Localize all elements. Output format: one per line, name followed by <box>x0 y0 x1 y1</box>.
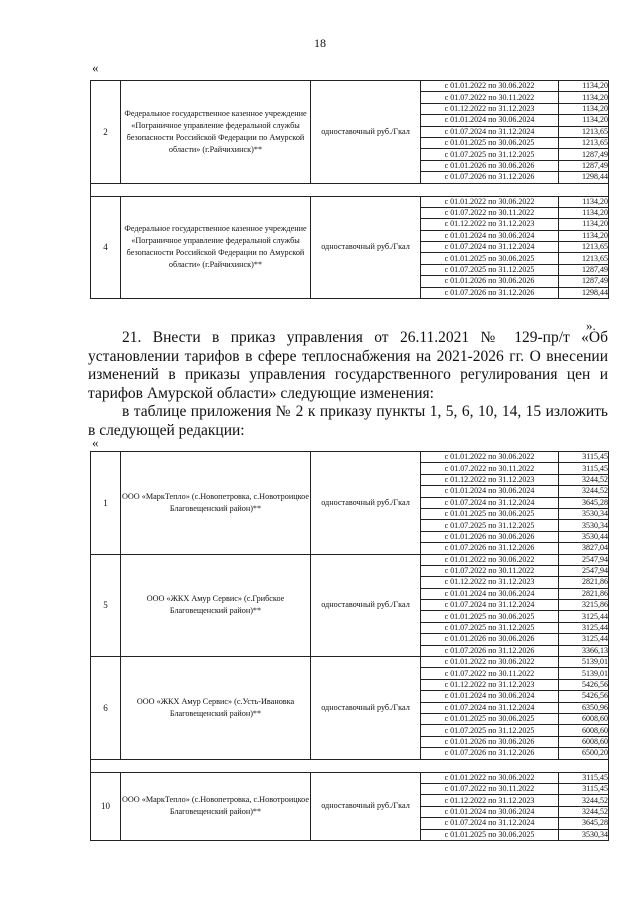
period-cell: с 01.01.2022 по 30.06.2022 <box>421 452 559 463</box>
tariff-value: 3244,52 <box>559 806 609 817</box>
tariff-value: 5426,56 <box>559 679 609 690</box>
tariff-value: 3530,34 <box>559 520 609 531</box>
period-cell: с 01.07.2025 по 31.12.2025 <box>421 149 559 160</box>
period-cell: с 01.07.2026 по 31.12.2026 <box>421 287 559 298</box>
tariff-value: 1134,20 <box>559 81 609 92</box>
tariff-value: 1287,49 <box>559 149 609 160</box>
tariff-value: 2547,94 <box>559 565 609 576</box>
tariff-value: 3530,34 <box>559 829 609 840</box>
tariff-unit: одноставочный руб./Гкал <box>311 81 421 184</box>
organization-name: Федеральное государственное казенное учреждение «Пограничное управление федеральной службы безопасности Российской Федерации по Амурской области» (г.Райчихинск)** <box>121 196 311 299</box>
period-cell: с 01.01.2026 по 30.06.2026 <box>421 634 559 645</box>
period-cell: с 01.07.2024 по 31.12.2024 <box>421 818 559 829</box>
organization-name: ООО «МаркТепло» (с.Новопетровка, с.Новотроицкое Благовещенский район)** <box>121 772 311 840</box>
period-cell: с 01.01.2025 по 30.06.2025 <box>421 137 559 148</box>
tariff-value: 1213,65 <box>559 137 609 148</box>
period-cell: с 01.07.2024 по 31.12.2024 <box>421 497 559 508</box>
tariff-value: 1298,44 <box>559 287 609 298</box>
period-cell: с 01.07.2026 по 31.12.2026 <box>421 748 559 759</box>
tariff-value: 3645,28 <box>559 818 609 829</box>
period-cell: с 01.07.2022 по 30.11.2022 <box>421 783 559 794</box>
tariff-value: 1134,20 <box>559 207 609 218</box>
table-gap <box>91 759 609 772</box>
period-cell: с 01.07.2022 по 30.11.2022 <box>421 463 559 474</box>
tariff-value: 3827,04 <box>559 543 609 554</box>
period-cell: с 01.01.2025 по 30.06.2025 <box>421 253 559 264</box>
period-cell: с 01.07.2024 по 31.12.2024 <box>421 702 559 713</box>
period-cell: с 01.01.2024 по 30.06.2024 <box>421 806 559 817</box>
table-row <box>91 657 609 668</box>
period-cell: с 01.07.2024 по 31.12.2024 <box>421 242 559 253</box>
tariff-value: 3125,44 <box>559 622 609 633</box>
tariff-value: 3366,13 <box>559 645 609 656</box>
period-cell: с 01.01.2022 по 30.06.2022 <box>421 772 559 783</box>
period-cell: с 01.01.2024 по 30.06.2024 <box>421 691 559 702</box>
opening-quote-2: « <box>92 435 99 450</box>
period-cell: с 01.07.2022 по 30.11.2022 <box>421 207 559 218</box>
period-cell: с 01.07.2026 по 31.12.2026 <box>421 543 559 554</box>
row-number: 4 <box>91 196 121 299</box>
tariff-value: 3215,86 <box>559 600 609 611</box>
table-gap <box>91 183 609 196</box>
organization-name: Федеральное государственное казенное учреждение «Пограничное управление федеральной службы безопасности Российской Федерации по Амурской области» (г.Райчихинск)** <box>121 81 311 184</box>
tariff-value: 6008,60 <box>559 725 609 736</box>
tariff-value: 3244,52 <box>559 474 609 485</box>
tariff-unit: одноставочный руб./Гкал <box>311 196 421 299</box>
period-cell: с 01.12.2022 по 31.12.2023 <box>421 577 559 588</box>
period-cell: с 01.07.2022 по 30.11.2022 <box>421 92 559 103</box>
period-cell: с 01.07.2024 по 31.12.2024 <box>421 126 559 137</box>
period-cell: с 01.12.2022 по 31.12.2023 <box>421 103 559 114</box>
organization-name: ООО «ЖКХ Амур Сервис» (с.Усть-Ивановка Благовещенский район)** <box>121 657 311 760</box>
tariff-value: 3115,45 <box>559 772 609 783</box>
tariff-value: 1134,20 <box>559 103 609 114</box>
opening-quote: « <box>92 60 99 75</box>
tariff-unit: одноставочный руб./Гкал <box>311 554 421 657</box>
period-cell: с 01.01.2025 по 30.06.2025 <box>421 611 559 622</box>
tariff-value: 1287,49 <box>559 160 609 171</box>
period-cell: с 01.07.2026 по 31.12.2026 <box>421 645 559 656</box>
tariff-value: 1213,65 <box>559 126 609 137</box>
row-number: 2 <box>91 81 121 184</box>
period-cell: с 01.01.2024 по 30.06.2024 <box>421 486 559 497</box>
tariff-value: 1134,20 <box>559 230 609 241</box>
row-number: 1 <box>91 452 121 555</box>
tariff-value: 3244,52 <box>559 486 609 497</box>
period-cell: с 01.07.2025 по 31.12.2025 <box>421 520 559 531</box>
tariff-unit: одноставочный руб./Гкал <box>311 657 421 760</box>
tariff-value: 1213,65 <box>559 242 609 253</box>
table-row <box>91 452 609 463</box>
tariff-value: 3244,52 <box>559 795 609 806</box>
tariff-value: 1213,65 <box>559 253 609 264</box>
tariff-value: 3115,45 <box>559 452 609 463</box>
table-row <box>91 196 609 207</box>
row-number: 6 <box>91 657 121 760</box>
tariff-value: 1134,20 <box>559 196 609 207</box>
period-cell: с 01.01.2024 по 30.06.2024 <box>421 115 559 126</box>
tariff-value: 6008,60 <box>559 736 609 747</box>
tariff-value: 6500,20 <box>559 748 609 759</box>
period-cell: с 01.12.2022 по 31.12.2023 <box>421 219 559 230</box>
period-cell: с 01.07.2025 по 31.12.2025 <box>421 622 559 633</box>
page-number: 18 <box>314 36 326 50</box>
tariff-value: 3530,34 <box>559 508 609 519</box>
tariff-value: 1298,44 <box>559 172 609 183</box>
period-cell: с 01.07.2025 по 31.12.2025 <box>421 725 559 736</box>
tariff-table-bottom <box>90 451 609 841</box>
tariff-table-top <box>90 80 609 299</box>
tariff-value: 3115,45 <box>559 783 609 794</box>
row-number: 5 <box>91 554 121 657</box>
period-cell: с 01.01.2024 по 30.06.2024 <box>421 230 559 241</box>
tariff-value: 1134,20 <box>559 92 609 103</box>
tariff-value: 5139,01 <box>559 668 609 679</box>
period-cell: с 01.12.2022 по 31.12.2023 <box>421 474 559 485</box>
tariff-value: 3530,44 <box>559 531 609 542</box>
period-cell: с 01.01.2022 по 30.06.2022 <box>421 554 559 565</box>
period-cell: с 01.01.2025 по 30.06.2025 <box>421 829 559 840</box>
closing-quote: ». <box>586 318 596 333</box>
tariff-value: 6350,96 <box>559 702 609 713</box>
tariff-value: 2821,86 <box>559 577 609 588</box>
tariff-value: 5426,56 <box>559 691 609 702</box>
period-cell: с 01.07.2022 по 30.11.2022 <box>421 668 559 679</box>
tariff-unit: одноставочный руб./Гкал <box>311 452 421 555</box>
period-cell: с 01.01.2022 по 30.06.2022 <box>421 81 559 92</box>
row-number: 10 <box>91 772 121 840</box>
period-cell: с 01.01.2024 по 30.06.2024 <box>421 588 559 599</box>
paragraph-21: 21. Внести в приказ управления от 26.11.2021 № 129-пр/т «Об установлении тарифов в сфере теплоснабжения на 2021-2026 гг. О внесении изменений в приказы управления государственного регулирования цен и тарифов Амурской области» следующие изменения: <box>88 329 608 402</box>
tariff-unit: одноставочный руб./Гкал <box>311 772 421 840</box>
tariff-value: 3125,44 <box>559 634 609 645</box>
organization-name: ООО «МаркТепло» (с.Новопетровка, с.Новотроицкое Благовещенский район)** <box>121 452 311 555</box>
period-cell: с 01.07.2022 по 30.11.2022 <box>421 565 559 576</box>
tariff-value: 1287,49 <box>559 264 609 275</box>
period-cell: с 01.12.2022 по 31.12.2023 <box>421 679 559 690</box>
period-cell: с 01.01.2026 по 30.06.2026 <box>421 276 559 287</box>
tariff-value: 1287,49 <box>559 276 609 287</box>
tariff-value: 1134,20 <box>559 115 609 126</box>
tariff-value: 1134,20 <box>559 219 609 230</box>
tariff-value: 3115,45 <box>559 463 609 474</box>
tariff-value: 3125,44 <box>559 611 609 622</box>
paragraph-table-note: в таблице приложения № 2 к приказу пункты 1, 5, 6, 10, 14, 15 изложить в следующей редакции: <box>88 403 608 439</box>
period-cell: с 01.01.2026 по 30.06.2026 <box>421 736 559 747</box>
period-cell: с 01.07.2026 по 31.12.2026 <box>421 172 559 183</box>
organization-name: ООО «ЖКХ Амур Сервис» (с.Грибское Благовещенский район)** <box>121 554 311 657</box>
period-cell: с 01.01.2026 по 30.06.2026 <box>421 531 559 542</box>
period-cell: с 01.01.2026 по 30.06.2026 <box>421 160 559 171</box>
table-row <box>91 554 609 565</box>
table-row <box>91 81 609 92</box>
table-row <box>91 772 609 783</box>
tariff-value: 5139,01 <box>559 657 609 668</box>
tariff-value: 6008,60 <box>559 713 609 724</box>
period-cell: с 01.01.2022 по 30.06.2022 <box>421 196 559 207</box>
period-cell: с 01.01.2025 по 30.06.2025 <box>421 508 559 519</box>
tariff-value: 2821,86 <box>559 588 609 599</box>
period-cell: с 01.01.2022 по 30.06.2022 <box>421 657 559 668</box>
amendment-text <box>88 329 608 440</box>
period-cell: с 01.01.2025 по 30.06.2025 <box>421 713 559 724</box>
tariff-value: 3645,28 <box>559 497 609 508</box>
period-cell: с 01.07.2025 по 31.12.2025 <box>421 264 559 275</box>
tariff-value: 2547,94 <box>559 554 609 565</box>
period-cell: с 01.07.2024 по 31.12.2024 <box>421 600 559 611</box>
period-cell: с 01.12.2022 по 31.12.2023 <box>421 795 559 806</box>
